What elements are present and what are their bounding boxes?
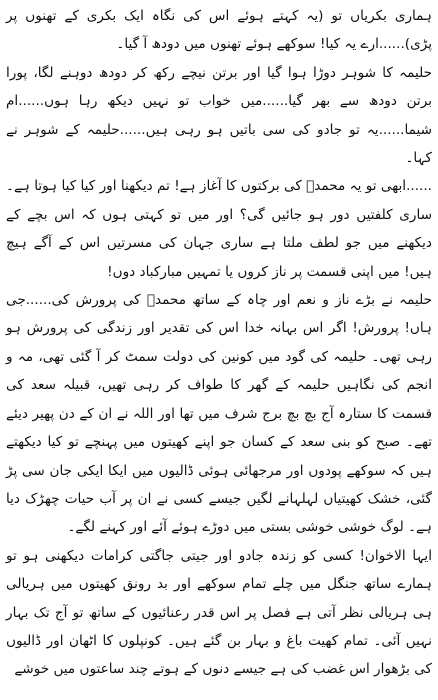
paragraph-upbringing: حلیمہ نے بڑے ناز و نعم اور چاہ کے ساتھ محمدؐ کی پرورش کی......جی ہاں! پرورش! اگر اس بہانہ خدا اس کی تقدیر اور زندگی کی پرورش ہو رہی تھی۔ حلیمہ کی گود میں کونین کی دولت سمٹ کر آ گئی تھی، مہ و انجم کی نگاہیں حلیمہ کے گھر کا طواف کر رہی تھیں، قبیلہ سعد کی قسمت کا ستارہ آج بچ بچ برج شرف میں تھا اور اللہ نے ان کے دن پھیر دیئے تھے۔ صبح کو بنی سعد کے کسان جو اپنے کھیتوں میں پہنچے تو کیا دیکھتے ہیں کہ سوکھے پودوں اور مرجھائی ہوئی ڈالیوں میں ایکا ایکی جان سی پڑ گئی، خشک کھیتیاں لہلہانے لگیں جیسے کسی نے ان پر آب حیات چھڑک دیا ہے۔ لوگ خوشی خوشی بستی میں دوڑے ہوئے آئے اور کہنے لگے۔ — [6, 292, 432, 536]
paragraph-villagers-call: ایہا الاخوان! کسی کو زندہ جادو اور جیتی جاگتی کرامات دیکھنی ہو تو ہمارے ساتھ جنگل میں چلے تمام سوکھے اور بد رونق کھیتوں میں ہریالی ہی ہریالی نظر آتی ہے فصل پر اس قدر رعنائیوں کے ساتھ تو آج تک بہار نہیں آئی۔ تمام کھیت باغ و بہار بن گئے ہیں۔ کونپلوں کا اٹھان اور ڈالیوں کی بڑھوار اس غضب کی ہے جیسے دنوں کے ہوتے چند ساعتوں میں خوشے — [6, 547, 432, 678]
paragraph-blessings-begin: ......ابھی تو یہ محمدؐ کی برکتوں کا آغاز ہے! تم دیکھنا اور کیا کیا ہوتا ہے۔ ساری کلفتیں دور ہو جائیں گی؟ اور میں تو کہتی ہوں کہ اس بچے کے دیکھنے میں جو لطف ملتا ہے ساری جہان کی مسرتیں اس کے آگے ہیچ ہیں! میں اپنی قسمت پر ناز کروں یا تمہیں مبارکباد دوں! — [6, 178, 432, 280]
paragraph-goats-milk: ہماری بکریاں تو (یہ کہتے ہوئے اس کی نگاہ ایک بکری کے تھنوں پر پڑی)......ارے یہ کیا! سوکھے ہوئے تھنوں میں دودھ آ گیا۔ — [6, 8, 432, 53]
paragraph-husband-milking: حلیمہ کا شوہر دوڑا ہوا گیا اور برتن نیچے رکھ کر دودھ دوہنے لگا، پورا برتن دودھ سے بھر گیا......میں خواب تو نہیں دیکھ رہا ہوں......ام شیما......یہ تو جادو کی سی باتیں ہو رہی ہیں......حلیمہ کے شوہر نے کہا۔ — [6, 64, 432, 167]
